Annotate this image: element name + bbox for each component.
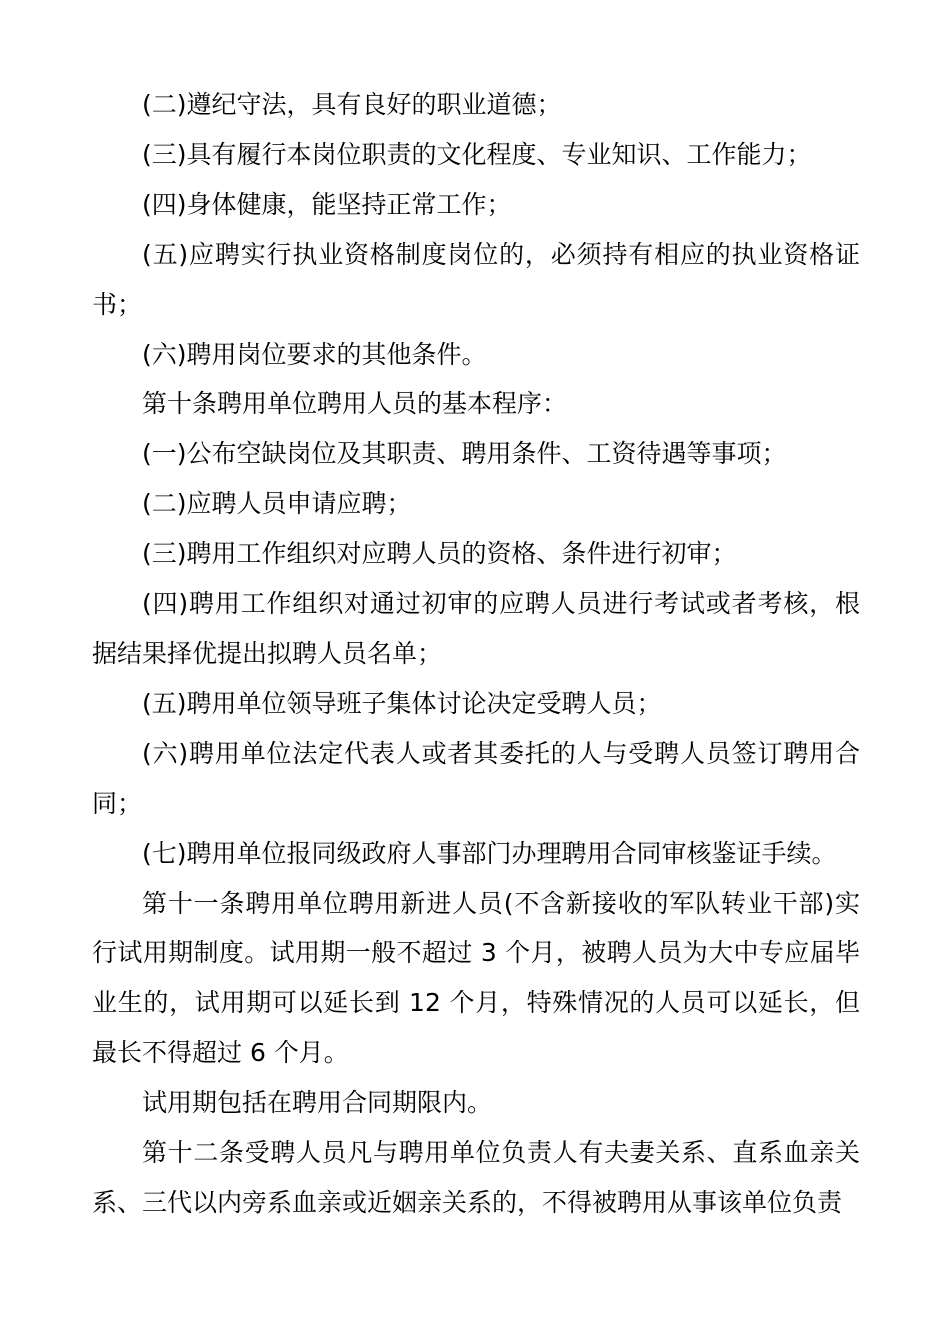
paragraph: (七)聘用单位报同级政府人事部门办理聘用合同审核鉴证手续。 — [142, 838, 837, 868]
paragraph: (五)聘用单位领导班子集体讨论决定受聘人员； — [142, 688, 662, 718]
paragraph: (五)应聘实行执业资格制度岗位的，必须持有相应的执业资格证书； — [92, 239, 860, 319]
paragraph: 试用期包括在聘用合同期限内。 — [142, 1088, 493, 1118]
article-heading: 第十条聘用单位聘用人员的基本程序： — [142, 389, 568, 419]
paragraph: (二)遵纪守法，具有良好的职业道德； — [142, 90, 562, 119]
paragraph: (二)应聘人员申请应聘； — [142, 489, 412, 519]
document-page — [92, 80, 860, 1228]
article-paragraph: 第十二条受聘人员凡与聘用单位负责人有夫妻关系、直系血亲关系、三代以内旁系血亲或近姻亲关系的，不得被聘用从事该单位负责 — [92, 1138, 860, 1217]
paragraph: (四)聘用工作组织对通过初审的应聘人员进行考试或者考核，根据结果择优提出拟聘人员名单； — [92, 589, 860, 668]
paragraph: (四)身体健康，能坚持正常工作； — [142, 189, 512, 219]
article-paragraph: 第十一条聘用单位聘用新进人员(不含新接收的军队转业干部)实行试用期制度。试用期一般不超过 3 个月，被聘人员为大中专应届毕业生的，试用期可以延长到 12 个月，特殊情况的人员可以延长，但最长不得超过 6 个月。 — [92, 888, 860, 1068]
paragraph: (一)公布空缺岗位及其职责、聘用条件、工资待遇等事项； — [142, 439, 787, 469]
paragraph: (六)聘用单位法定代表人或者其委托的人与受聘人员签订聘用合同； — [92, 738, 860, 818]
paragraph: (三)具有履行本岗位职责的文化程度、专业知识、工作能力； — [142, 139, 812, 169]
paragraph: (六)聘用岗位要求的其他条件。 — [142, 339, 487, 369]
paragraph: (三)聘用工作组织对应聘人员的资格、条件进行初审； — [142, 539, 737, 569]
